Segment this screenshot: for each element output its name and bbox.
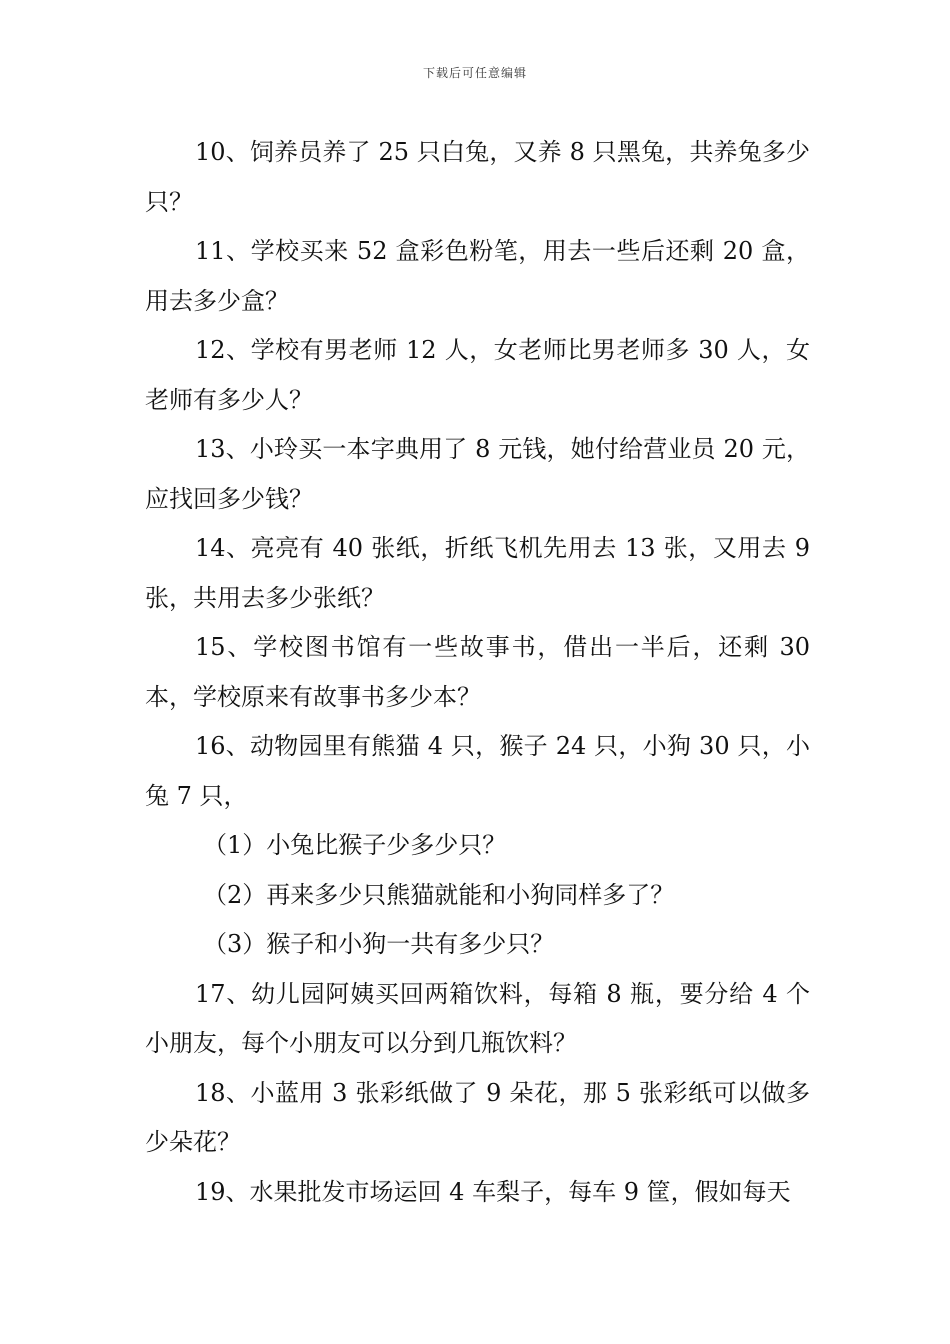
problem-14: 14、亮亮有 40 张纸，折纸飞机先用去 13 张，又用去 9 张，共用去多少张纸？ (145, 534, 810, 612)
document-body (145, 128, 810, 1217)
problem-16-sub-3: （3）猴子和小狗一共有多少只？ (203, 930, 555, 958)
problem-19: 19、水果批发市场运回 4 车梨子，每车 9 筐，假如每天 (195, 1177, 791, 1206)
problem-13: 13、小玲买一本字典用了 8 元钱，她付给营业员 20 元，应找回多少钱？ (145, 435, 810, 513)
problem-16: 16、动物园里有熊猫 4 只，猴子 24 只，小狗 30 只，小兔 7 只， (145, 732, 810, 810)
problem-17: 17、幼儿园阿姨买回两箱饮料，每箱 8 瓶，要分给 4 个小朋友，每个小朋友可以分到几瓶饮料？ (145, 979, 810, 1057)
problem-11: 11、学校买来 52 盒彩色粉笔，用去一些后还剩 20 盒，用去多少盒？ (145, 237, 810, 315)
problem-12: 12、学校有男老师 12 人，女老师比男老师多 30 人，女老师有多少人？ (145, 336, 810, 414)
problem-10: 10、饲养员养了 25 只白兔，又养 8 只黑兔，共养兔多少只？ (145, 138, 810, 216)
page-header: 下载后可任意编辑 (422, 66, 527, 80)
problem-15: 15、学校图书馆有一些故事书，借出一半后，还剩 30 本，学校原来有故事书多少本？ (145, 633, 810, 711)
problem-16-sub-1: （1）小兔比猴子少多少只？ (203, 831, 507, 859)
problem-16-sub-2: （2）再来多少只熊猫就能和小狗同样多了？ (203, 880, 675, 909)
problem-18: 18、小蓝用 3 张彩纸做了 9 朵花，那 5 张彩纸可以做多少朵花？ (145, 1078, 810, 1156)
